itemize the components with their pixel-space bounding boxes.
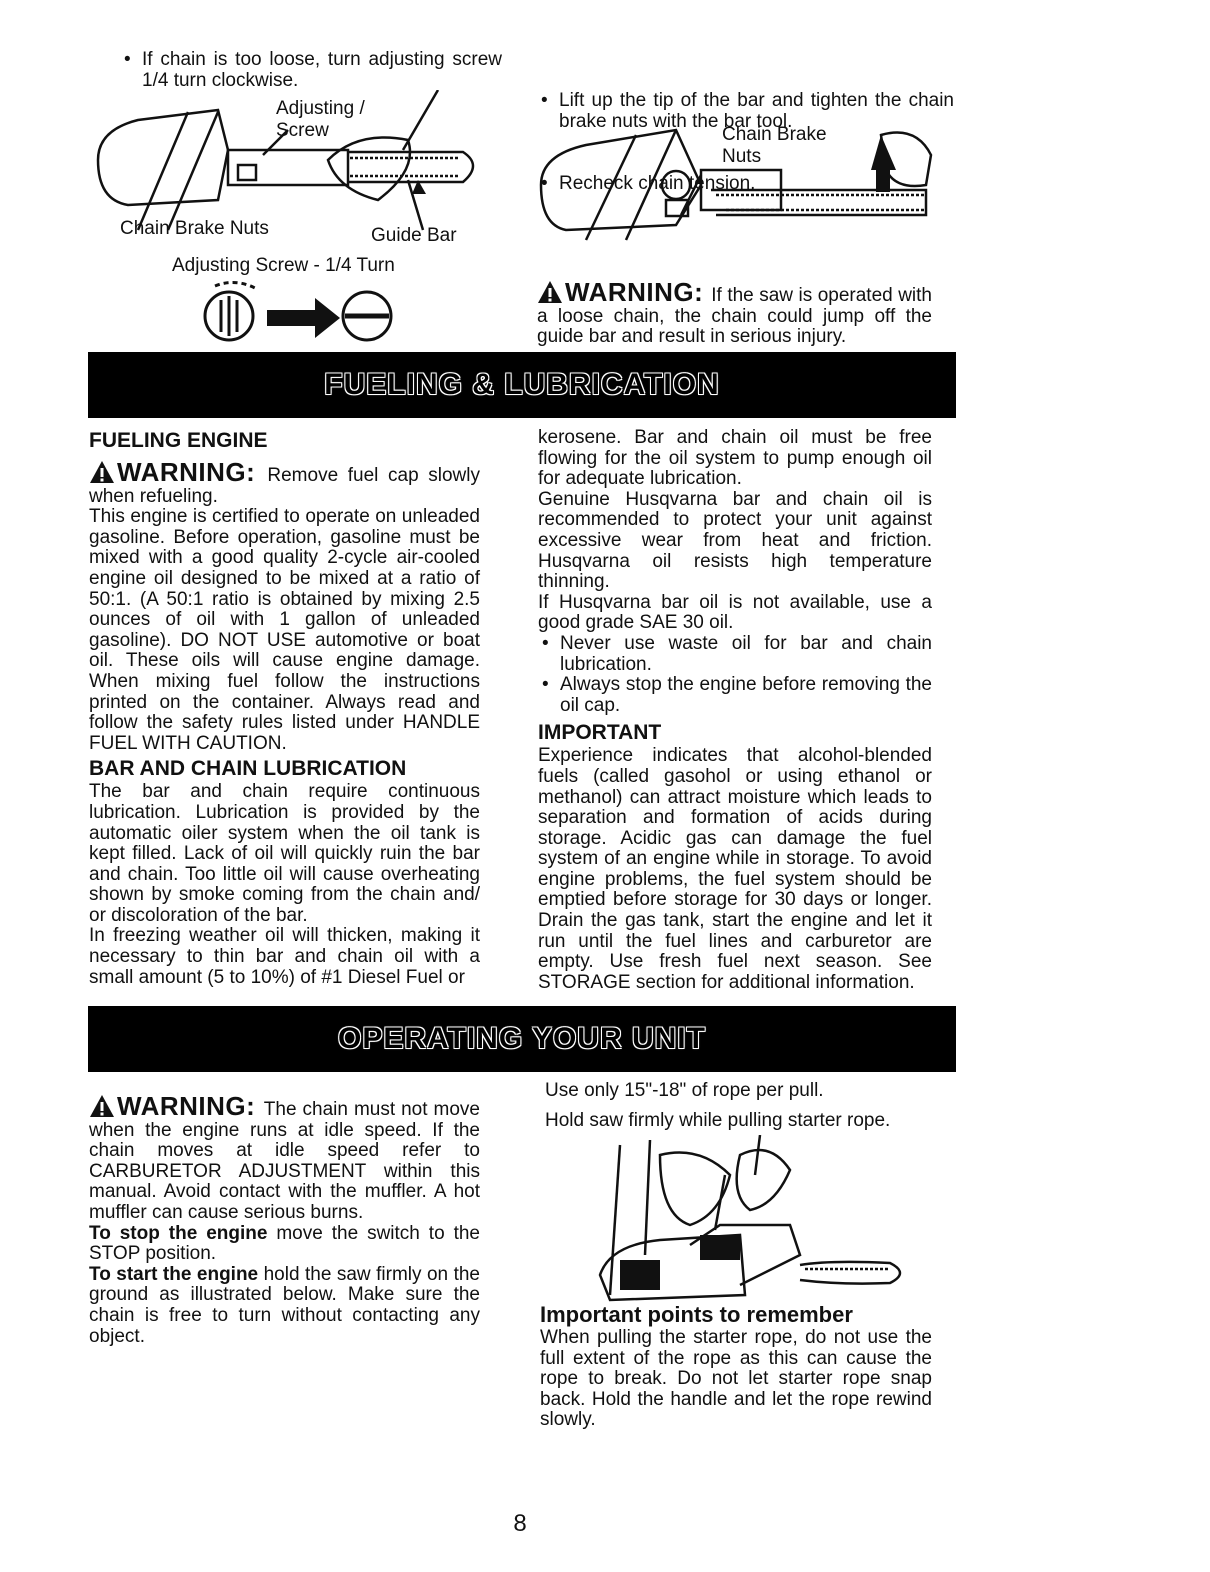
lubrication-paragraph: The bar and chain require continuous lubrication. Lubrication is provided by the automatic oiler system when the oil tank is kept filled. Lack of oil will quickly ruin the bar and chain. Too little oil will cause overheating shown by smoke coming from the chain and/ or discoloration of the bar. bbox=[89, 781, 480, 926]
page-number: 8 bbox=[513, 1510, 527, 1537]
warning-loose-chain: WARNING: If the saw is operated with a loose chain, the chain could jump off the guide bar and result in serious injury. bbox=[537, 277, 932, 348]
bullet-stop-engine: • Always stop the engine before removing the oil cap. bbox=[538, 675, 932, 716]
bullet-recheck: • Recheck chain tension. bbox=[537, 174, 954, 195]
section-banner-operating: OPERATING YOUR UNIT bbox=[88, 1006, 956, 1072]
bullet-lift-tip: • Lift up the tip of the bar and tighten the chain brake nuts with the bar tool. bbox=[537, 91, 954, 132]
starting-saw-illustration bbox=[590, 1135, 920, 1305]
rope-length-text: Use only 15"-18" of rope per pull. bbox=[545, 1080, 824, 1101]
important-paragraph: Experience indicates that alcohol-blended fuels (called gasohol or using ethanol or methanol) can attract moisture which leads to separation and formation of acids during storage. Acidic gas can damage the fuel system of an engine while in storage. To avoid engine problems, the fuel system should be emptied before storage for 30 days or longer. Drain the gas tank, start the engine and let it run until the fuel lines and carburetor are empty. Use fresh fuel next season. See STORAGE section for additional information. bbox=[538, 745, 932, 993]
bullet-waste-oil: • Never use waste oil for bar and chain lubrication. bbox=[538, 634, 932, 675]
fig-label-adjusting-screw: Adjusting / Screw bbox=[276, 98, 365, 141]
heading-fueling-engine: FUELING ENGINE bbox=[89, 429, 268, 452]
operating-column-left bbox=[89, 1091, 480, 1347]
important-points-paragraph: When pulling the starter rope, do not use the full extent of the rope as this can cause the rope to break. Do not let starter rope snap back. Hold the handle and let the rope rewind slowly. bbox=[540, 1327, 932, 1431]
heading-important-points: Important points to remember bbox=[540, 1302, 853, 1327]
sae-oil-paragraph: If Husqvarna bar oil is not available, use a good grade SAE 30 oil. bbox=[538, 591, 932, 634]
rope-instructions bbox=[545, 1079, 935, 1133]
quarter-turn-icon bbox=[195, 280, 395, 350]
freezing-weather-paragraph: In freezing weather oil will thicken, making it necessary to thin bar and chain oil with a small amount (5 to 10%) of #1 Diesel Fuel or bbox=[89, 925, 480, 988]
heading-important: IMPORTANT bbox=[538, 721, 662, 745]
fueling-paragraph: This engine is certified to operate on unleaded gasoline. Before operation, gasoline must be mixed with a good quality 2-cycle air-cooled engine oil designed to be mixed at a ratio of 50:1. (A 50:1 ratio is obtained by mixing 2.5 ounces of oil with 1 gallon of unleaded gasoline). DO NOT USE automotive or boat oil. These oils will cause engine damage. When mixing fuel follow the instructions printed on the container. Always read and follow the safety rules listed under HANDLE FUEL WITH CAUTION. bbox=[89, 506, 480, 754]
warning-triangle-icon bbox=[89, 460, 115, 484]
fig-label-chain-brake-nuts-right: Chain Brake Nuts bbox=[722, 124, 827, 167]
fig-label-guide-bar: Guide Bar bbox=[371, 225, 457, 246]
warning-chain-idle: WARNING: The chain must not move when the engine runs at idle speed. If the chain moves at idle speed refer to CARBURETOR ADJUSTMENT within this manual. Avoid contact with the muffler. A hot muffler can cause serious burns. bbox=[89, 1091, 480, 1223]
start-engine-paragraph: To start the engine hold the saw firmly on the ground as illustrated below. Make sure the chain is free to turn without contacting any object. bbox=[89, 1263, 480, 1347]
heading-bar-chain-lubrication: BAR AND CHAIN LUBRICATION bbox=[89, 757, 407, 781]
genuine-oil-paragraph: Genuine Husqvarna bar and chain oil is recommended to protect your unit against excessive wear from heat and friction. Husqvarna oil resists high temperature thinning. bbox=[538, 488, 932, 593]
stop-engine-paragraph: To stop the engine move the switch to the STOP position. bbox=[89, 1222, 480, 1265]
warning-fuel-cap: WARNING: Remove fuel cap slowly when refueling. bbox=[89, 457, 480, 507]
warning-label: WARNING: bbox=[89, 1091, 264, 1121]
fig-label-chain-brake-nuts: Chain Brake Nuts bbox=[120, 218, 269, 239]
fig-caption-adjusting-turn: Adjusting Screw - 1/4 Turn bbox=[172, 255, 395, 276]
important-points bbox=[540, 1302, 932, 1431]
fueling-column bbox=[89, 428, 480, 988]
kerosene-paragraph: kerosene. Bar and chain oil must be free flowing for the oil system to pump enough oil for adequate lubrication. bbox=[538, 427, 932, 490]
bullet-loose-chain: • If chain is too loose, turn adjusting screw 1/4 turn clockwise. bbox=[120, 50, 502, 91]
section-banner-fueling: FUELING & LUBRICATION bbox=[88, 352, 956, 418]
warning-label: WARNING: bbox=[89, 457, 267, 487]
warning-triangle-icon bbox=[89, 1094, 115, 1118]
hold-saw-text: Hold saw firmly while pulling starter rope. bbox=[545, 1110, 891, 1131]
warning-label: WARNING: bbox=[537, 277, 711, 307]
lubrication-column bbox=[538, 428, 932, 993]
warning-triangle-icon bbox=[537, 280, 563, 304]
